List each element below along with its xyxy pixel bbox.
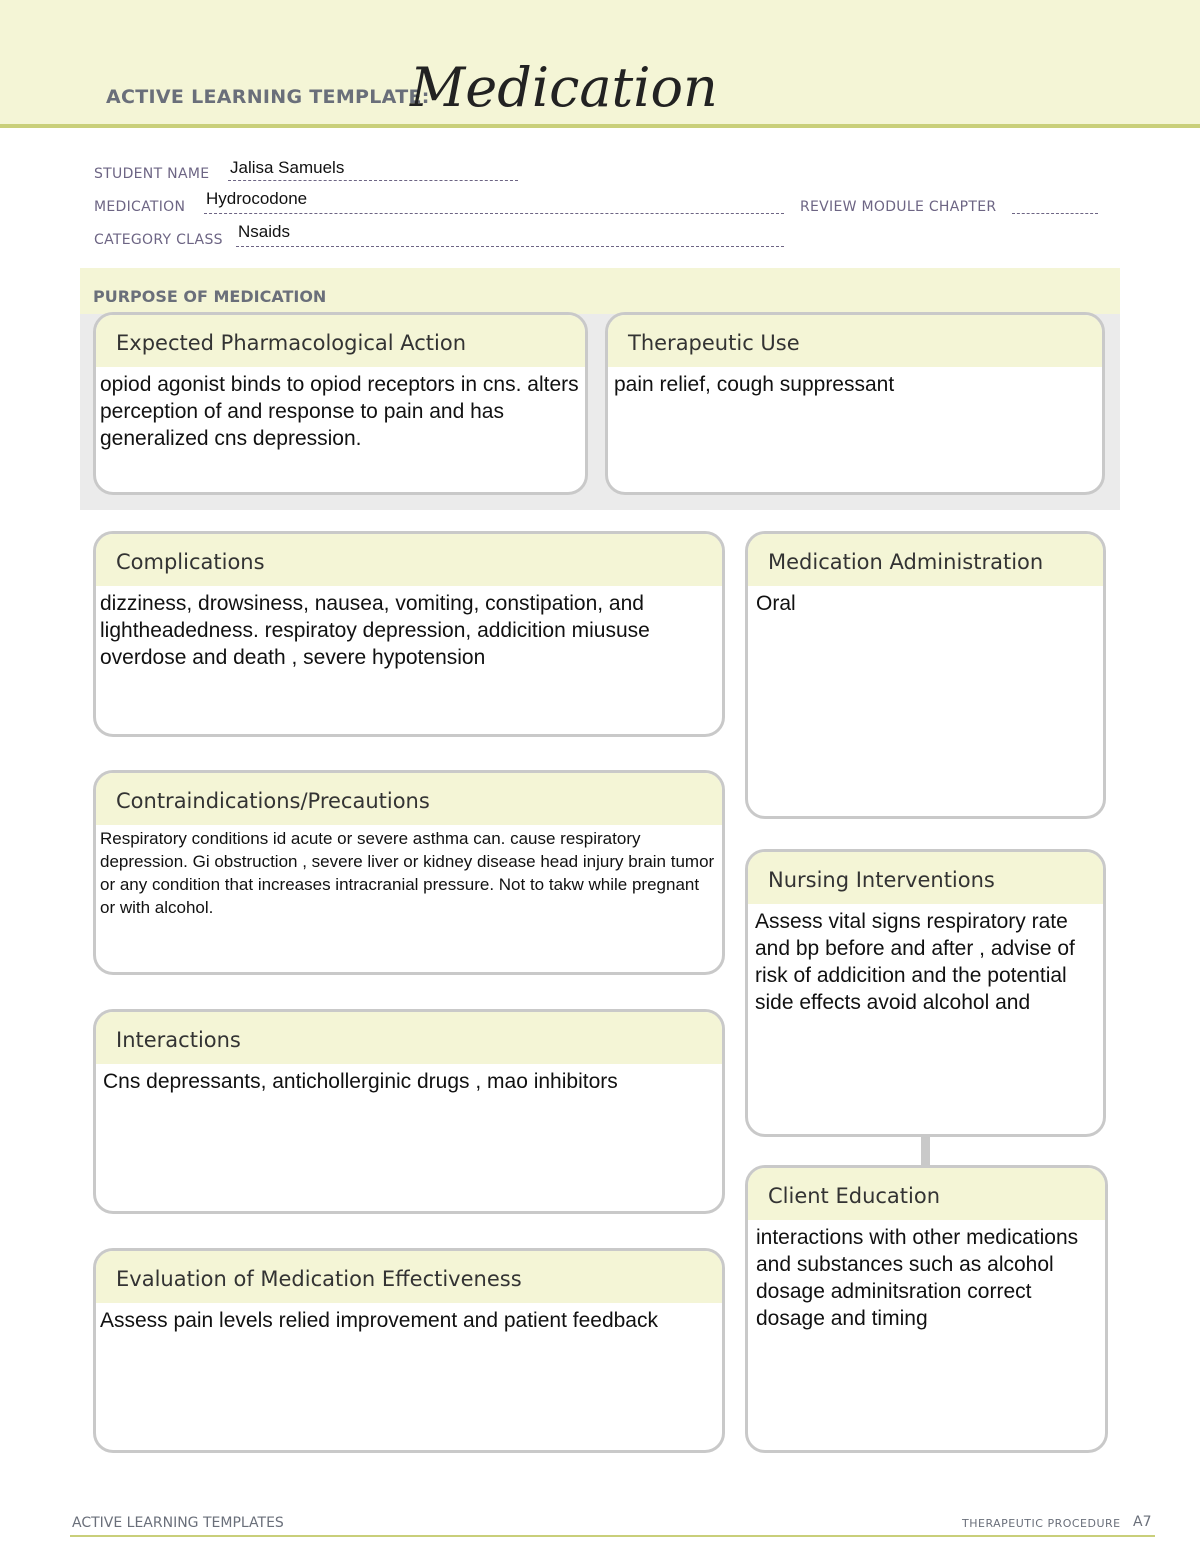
review-module-line xyxy=(1012,213,1098,214)
purpose-label: PURPOSE OF MEDICATION xyxy=(93,287,327,306)
therapeutic-use-text[interactable]: pain relief, cough suppressant xyxy=(614,373,895,396)
category-class-line xyxy=(236,246,784,247)
client-education-title: Client Education xyxy=(748,1168,1105,1220)
medication-label: MEDICATION xyxy=(94,199,186,215)
category-class-field[interactable]: Nsaids xyxy=(238,222,290,241)
medication-administration-text[interactable]: Oral xyxy=(756,592,796,615)
complications-text[interactable]: dizziness, drowsiness, nausea, vomiting, constipation, and lightheadedness. respiratoy depression, addicition miususe overdose and death , severe hypotension xyxy=(100,592,650,669)
footer-page-number: A7 xyxy=(1133,1514,1152,1530)
evaluation-text[interactable]: Assess pain levels relied improvement and patient feedback xyxy=(100,1309,658,1332)
expected-action-card xyxy=(93,312,588,495)
client-education-card xyxy=(745,1165,1108,1453)
nursing-interventions-text[interactable]: Assess vital signs respiratory rate and bp before and after , advise of risk of addicition and the potential side effects avoid alcohol and xyxy=(755,910,1075,1014)
evaluation-title: Evaluation of Medication Effectiveness xyxy=(96,1251,722,1303)
interactions-title: Interactions xyxy=(96,1012,722,1064)
expected-action-text[interactable]: opiod agonist binds to opiod receptors in cns. alters perception of and response to pain and has generalized cns depression. xyxy=(100,373,579,450)
complications-card xyxy=(93,531,725,737)
footer-rule xyxy=(70,1535,1155,1537)
expected-action-title: Expected Pharmacological Action xyxy=(96,315,585,367)
interactions-text[interactable]: Cns depressants, antichollerginic drugs , mao inhibitors xyxy=(103,1070,618,1093)
template-kicker: ACTIVE LEARNING TEMPLATE: xyxy=(106,86,430,108)
contraindications-text[interactable]: Respiratory conditions id acute or severe asthma can. cause respiratory depression. Gi obstruction , severe liver or kidney disease head injury brain tumor or any condition that increases intracranial pressure. Not to takw while pregnant or with alcohol. xyxy=(100,829,715,917)
page-title: Medication xyxy=(410,56,718,119)
review-module-label: REVIEW MODULE CHAPTER xyxy=(800,199,997,215)
nursing-interventions-card xyxy=(745,849,1106,1137)
medication-line xyxy=(204,213,784,214)
therapeutic-use-title: Therapeutic Use xyxy=(608,315,1102,367)
client-education-text[interactable]: interactions with other medications and substances such as alcohol dosage adminitsration correct dosage and timing xyxy=(756,1226,1079,1330)
category-class-label: CATEGORY CLASS xyxy=(94,232,223,248)
connector-bar xyxy=(921,1136,930,1166)
contraindications-title: Contraindications/Precautions xyxy=(96,773,722,825)
medication-field[interactable]: Hydrocodone xyxy=(206,189,308,208)
interactions-card xyxy=(93,1009,725,1214)
nursing-interventions-title: Nursing Interventions xyxy=(748,852,1103,904)
therapeutic-use-card xyxy=(605,312,1105,495)
medication-administration-card xyxy=(745,531,1106,819)
student-name-label: STUDENT NAME xyxy=(94,166,210,182)
contraindications-card xyxy=(93,770,725,975)
student-name-field[interactable]: Jalisa Samuels xyxy=(230,158,345,177)
evaluation-card xyxy=(93,1248,725,1453)
footer-right-label: THERAPEUTIC PROCEDURE xyxy=(962,1517,1121,1530)
complications-title: Complications xyxy=(96,534,722,586)
footer-left-label: ACTIVE LEARNING TEMPLATES xyxy=(72,1515,284,1531)
medication-administration-title: Medication Administration xyxy=(748,534,1103,586)
student-name-line xyxy=(228,180,518,181)
